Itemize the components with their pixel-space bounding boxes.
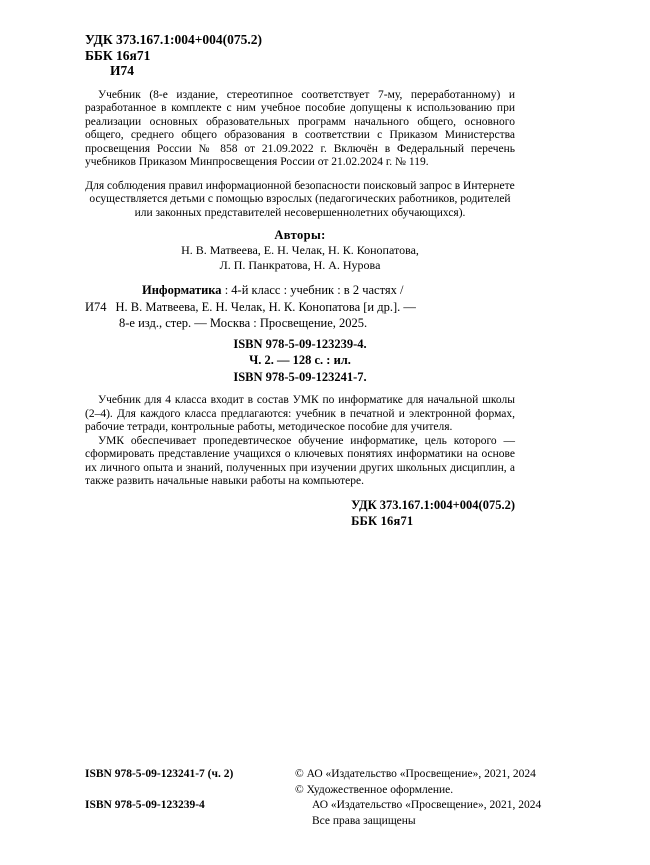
catalog-code: И74 <box>110 63 135 78</box>
bibliographic-entry <box>85 282 515 332</box>
authors-line-2: Л. П. Панкратова, Н. А. Нурова <box>219 257 381 272</box>
authors-heading: Авторы: <box>274 228 326 242</box>
authors-block <box>85 228 515 272</box>
annotation-paragraph-2: УМК обеспечивает пропедевтическое обучение информатике, цель которого — сформировать представление учащихся о ключевых понятиях информатики на основе их личного опыта и знаний, полученных при изучении других школьных дисциплин, а также развить начальные навыки работы на компьютере. <box>85 434 515 487</box>
edition-paragraph: Учебник (8-е издание, стереотипное соответствует 7-му, переработанному) и разработанное в комплекте с ним учебное пособие допущены к использованию при реализации основных образовательных программ начального общего, основного общего, среднего общего образования в соответствии с Приказом Министерства просвещения России № 858 от 21.09.2022 г. Включён в Федеральный перечень учебников Приказом Минпросвещения России от 21.02.2024 г. № 119. <box>85 88 515 168</box>
header-codes-block <box>85 32 515 79</box>
bottom-isbn-set: ISBN 978-5-09-123239-4 <box>85 799 205 811</box>
footer-bbk-code: ББК 16я71 <box>351 513 414 528</box>
part-info: Ч. 2. — 128 с. : ил. <box>249 353 351 367</box>
bibliographic-authors: Н. В. Матвеева, Е. Н. Челак, Н. К. Конопатова [и др.]. — <box>115 299 416 314</box>
footer-codes-block <box>351 497 515 529</box>
bibliographic-line-3: 8-е изд., стер. — Москва : Просвещение, 2025. <box>119 316 368 330</box>
book-title: Информатика <box>142 283 222 297</box>
copyright-line-2: © Художественное оформление. <box>295 783 454 796</box>
copyright-line-1: © АО «Издательство «Просвещение», 2021, 2024 <box>295 768 536 780</box>
safety-paragraph: Для соблюдения правил информационной безопасности поисковый запрос в Интернете осуществляется детьми с помощью взрослых (педагогических работников, родителей или законных представителей несовершеннолетних обучающихся). <box>85 179 515 219</box>
authors-line-1: Н. В. Матвеева, Е. Н. Челак, Н. К. Конопатова, <box>181 243 419 257</box>
catalog-code-inline: И74 <box>85 299 107 314</box>
spacer <box>85 783 295 799</box>
isbn-set: ISBN 978-5-09-123239-4. <box>233 336 367 351</box>
bottom-isbn-part: ISBN 978-5-09-123241-7 (ч. 2) <box>85 768 234 780</box>
bbk-code: ББК 16я71 <box>85 47 151 63</box>
copyright-line-3: АО «Издательство «Просвещение», 2021, 2024 <box>312 799 542 811</box>
footer-udk-code: УДК 373.167.1:004+004(075.2) <box>351 497 515 512</box>
bibliographic-line-1 <box>85 282 515 299</box>
bottom-imprint <box>85 767 600 829</box>
copyright-column <box>295 767 600 829</box>
copyright-line-4: Все права защищены <box>312 814 416 827</box>
isbn-block <box>85 336 515 386</box>
udk-code: УДК 373.167.1:004+004(075.2) <box>85 32 263 47</box>
isbn-part: ISBN 978-5-09-123241-7. <box>233 369 367 384</box>
bottom-isbn-column <box>85 767 295 829</box>
bibliographic-line-2 <box>85 299 515 316</box>
annotation-paragraph-1: Учебник для 4 класса входит в состав УМК по информатике для начальной школы (2–4). Для каждого класса предлагаются: учебник в печатной и электронной формах, рабочие тетради, контрольные работы, методическое пособие для учителя. <box>85 394 515 433</box>
book-title-rest: : 4-й класс : учебник : в 2 частях / <box>221 283 404 297</box>
